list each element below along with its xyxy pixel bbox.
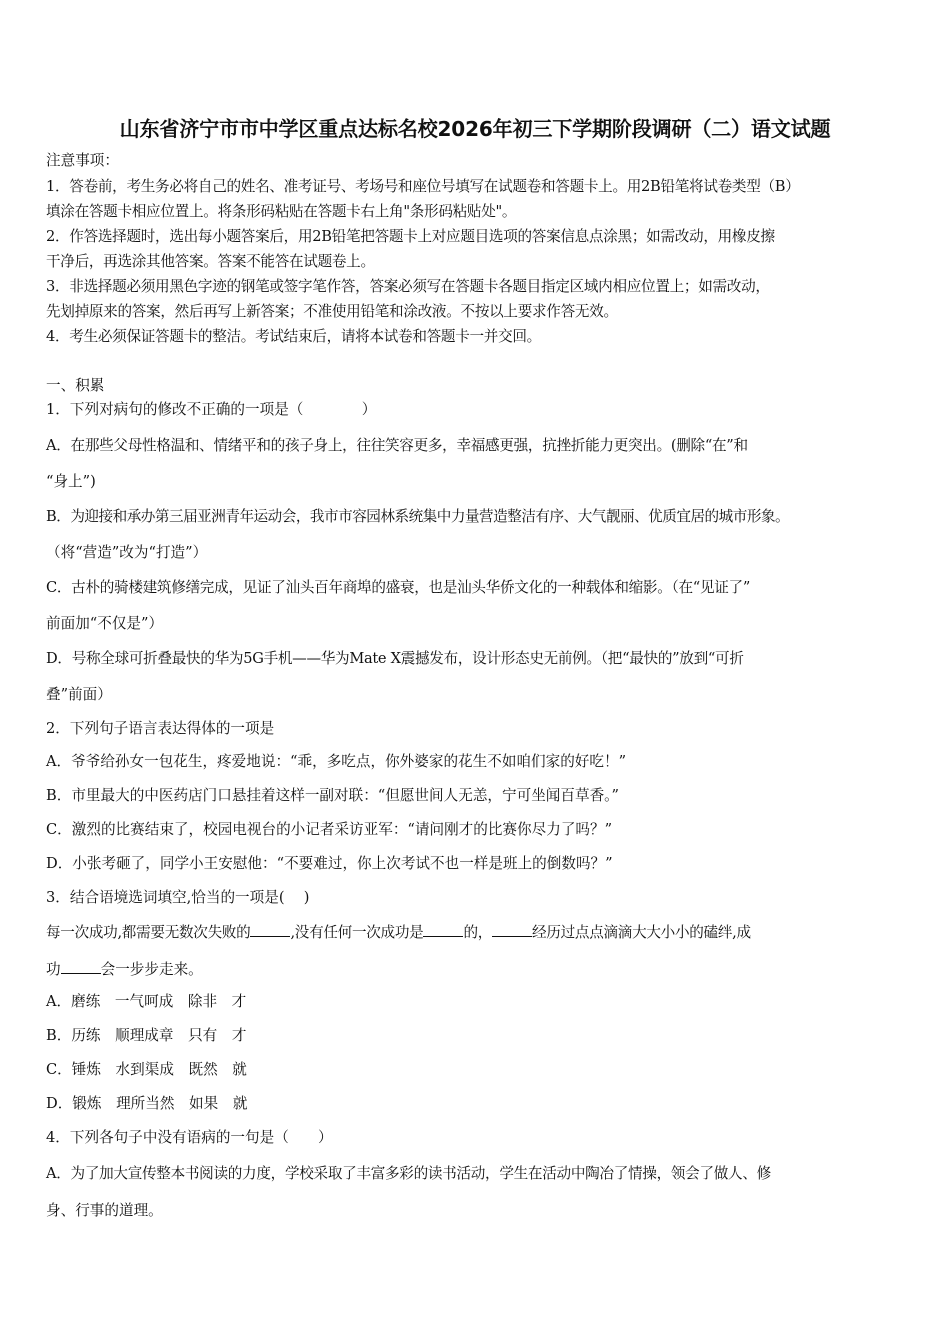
question-4-stem: 4．下列各句子中没有语病的一句是（ ）	[46, 1129, 333, 1146]
question-3-option-b: B．历练 顺理成章 只有 才	[46, 1027, 247, 1044]
passage-text: 每一次成功,都需要无数次失败的	[46, 924, 251, 941]
notice-line: 干净后，再选涂其他答案。答案不能答在试题卷上。	[46, 253, 375, 270]
blank-line	[61, 959, 101, 974]
question-2-option-d: D．小张考砸了，同学小王安慰他：“不要难过，你上次考试不也一样是班上的倒数吗？”	[46, 855, 613, 872]
notice-line: 4．考生必须保证答题卡的整洁。考试结束后，请将本试卷和答题卡一并交回。	[46, 328, 541, 345]
question-1-option-d-cont: 叠”前面）	[46, 686, 112, 703]
question-3-passage	[46, 922, 751, 943]
question-1-stem: 1．下列对病句的修改不正确的一项是（ ）	[46, 401, 377, 418]
question-3-option-a: A．磨练 一气呵成 除非 才	[46, 993, 247, 1010]
question-4-option-a-cont: 身、行事的道理。	[46, 1202, 163, 1219]
notice-line: 1．答卷前，考生务必将自己的姓名、准考证号、考场号和座位号填写在试题卷和答题卡上。用2B铅笔将试卷类型（B）	[46, 178, 800, 195]
question-2-option-a: A．爷爷给孙女一包花生，疼爱地说：“乖，多吃点，你外婆家的花生不如咱们家的好吃！”	[46, 753, 627, 770]
notice-line: 3．非选择题必须用黑色字迹的钢笔或签字笔作答，答案必须写在答题卡各题目指定区域内相应位置上；如需改动，	[46, 278, 770, 295]
passage-text: 功	[46, 961, 61, 978]
notice-line: 填涂在答题卡相应位置上。将条形码粘贴在答题卡右上角"条形码粘贴处"。	[46, 203, 517, 220]
section-heading: 一、积累	[46, 377, 105, 394]
passage-text: ,没有任何一次成功是	[290, 924, 424, 941]
notice-line: 先划掉原来的答案，然后再写上新答案；不准使用铅笔和涂改液。不按以上要求作答无效。	[46, 303, 618, 320]
blank-line	[492, 922, 532, 937]
question-2-option-c: C．激烈的比赛结束了，校园电视台的小记者采访亚军：“请问刚才的比赛你尽力了吗？”	[46, 821, 613, 838]
question-1-option-d: D．号称全球可折叠最快的华为5G手机——华为Mate X震撼发布，设计形态史无前例。（把“最快的”放到“可折	[46, 650, 744, 667]
question-3-stem: 3．结合语境选词填空,恰当的一项是( )	[46, 889, 310, 906]
page-title: 山东省济宁市市中学区重点达标名校2026年初三下学期阶段调研（二）语文试题	[119, 117, 831, 141]
notice-heading: 注意事项：	[46, 152, 119, 169]
passage-text: 会一步步走来。	[100, 961, 203, 978]
question-3-option-c: C．锤炼 水到渠成 既然 就	[46, 1061, 247, 1078]
question-2-option-b: B．市里最大的中医药店门口悬挂着这样一副对联：“但愿世间人无恙，宁可坐闻百草香。”	[46, 787, 619, 804]
question-1-option-a: A．在那些父母性格温和、情绪平和的孩子身上，往往笑容更多，幸福感更强，抗挫折能力更突出。(删除“在”和	[46, 437, 748, 454]
question-4-option-a: A．为了加大宣传整本书阅读的力度，学校采取了丰富多彩的读书活动，学生在活动中陶冶了情操，领会了做人、修	[46, 1165, 771, 1182]
question-1-option-a-cont: “身上”)	[46, 473, 96, 490]
passage-text: 的，	[463, 924, 493, 941]
question-1-option-c-cont: 前面加“不仅是”）	[46, 615, 164, 632]
passage-text: 经历过点点滴滴大大小小的磕绊,成	[532, 924, 751, 941]
notice-line: 2．作答选择题时，选出每小题答案后，用2B铅笔把答题卡上对应题目选项的答案信息点涂黑；如需改动，用橡皮擦	[46, 228, 775, 245]
question-2-stem: 2．下列句子语言表达得体的一项是	[46, 720, 275, 737]
question-1-option-c: C．古朴的骑楼建筑修缮完成，见证了汕头百年商埠的盛衰，也是汕头华侨文化的一种载体和缩影。（在“见证了”	[46, 579, 750, 596]
question-3-option-d: D．锻炼 理所当然 如果 就	[46, 1095, 248, 1112]
blank-line	[423, 922, 463, 937]
question-1-option-b: B．为迎接和承办第三届亚洲青年运动会，我市市容园林系统集中力量营造整洁有序、大气靓丽、优质宜居的城市形象。	[46, 508, 790, 525]
question-1-option-b-cont: （将“营造”改为“打造”）	[46, 544, 208, 561]
blank-line	[250, 922, 290, 937]
question-3-passage-cont	[46, 959, 203, 980]
